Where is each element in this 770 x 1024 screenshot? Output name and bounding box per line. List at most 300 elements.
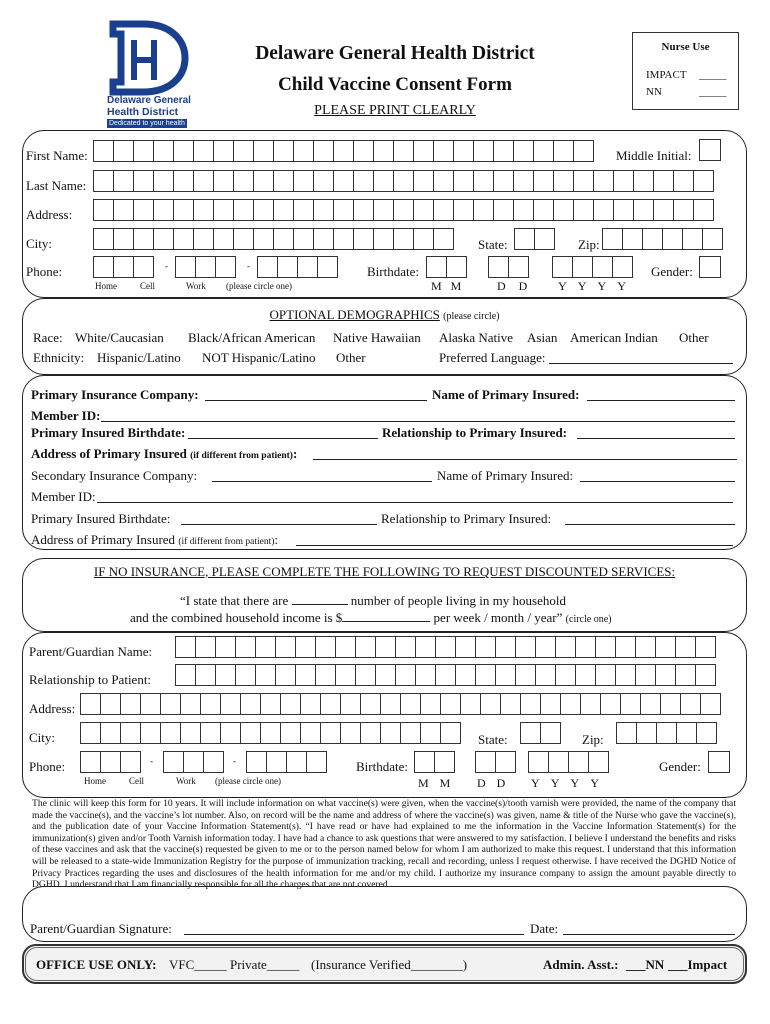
char-box[interactable] bbox=[215, 256, 236, 278]
char-box[interactable] bbox=[475, 664, 496, 686]
address-boxes[interactable] bbox=[93, 199, 713, 221]
ethnicity-option-other[interactable]: Other bbox=[336, 350, 366, 365]
char-box[interactable] bbox=[700, 693, 721, 715]
char-box[interactable] bbox=[293, 228, 314, 250]
char-box[interactable] bbox=[175, 256, 196, 278]
char-box[interactable] bbox=[488, 256, 509, 278]
char-box[interactable] bbox=[473, 140, 494, 162]
char-box[interactable] bbox=[315, 636, 336, 658]
char-box[interactable] bbox=[233, 228, 254, 250]
char-box[interactable] bbox=[113, 170, 134, 192]
primary-relationship-line[interactable] bbox=[577, 438, 735, 439]
char-box[interactable] bbox=[413, 228, 434, 250]
char-box[interactable] bbox=[515, 636, 536, 658]
char-box[interactable] bbox=[375, 636, 396, 658]
char-box[interactable] bbox=[595, 664, 616, 686]
char-box[interactable] bbox=[413, 140, 434, 162]
char-box[interactable] bbox=[656, 722, 677, 744]
char-box[interactable] bbox=[260, 722, 281, 744]
char-box[interactable] bbox=[696, 722, 717, 744]
char-box[interactable] bbox=[215, 636, 236, 658]
char-box[interactable] bbox=[695, 664, 716, 686]
char-box[interactable] bbox=[535, 664, 556, 686]
char-box[interactable] bbox=[642, 228, 663, 250]
char-box[interactable] bbox=[235, 664, 256, 686]
char-box[interactable] bbox=[616, 722, 637, 744]
char-box[interactable] bbox=[203, 751, 224, 773]
char-box[interactable] bbox=[633, 199, 654, 221]
char-box[interactable] bbox=[480, 693, 501, 715]
char-box[interactable] bbox=[253, 170, 274, 192]
char-box[interactable] bbox=[400, 693, 421, 715]
char-box[interactable] bbox=[195, 256, 216, 278]
char-box[interactable] bbox=[133, 170, 154, 192]
char-box[interactable] bbox=[414, 751, 435, 773]
char-box[interactable] bbox=[233, 140, 254, 162]
char-box[interactable] bbox=[453, 140, 474, 162]
char-box[interactable] bbox=[533, 199, 554, 221]
char-box[interactable] bbox=[100, 722, 121, 744]
char-box[interactable] bbox=[453, 170, 474, 192]
char-box[interactable] bbox=[495, 636, 516, 658]
char-box[interactable] bbox=[100, 751, 121, 773]
char-box[interactable] bbox=[333, 170, 354, 192]
char-box[interactable] bbox=[593, 170, 614, 192]
char-box[interactable] bbox=[173, 170, 194, 192]
city-boxes[interactable] bbox=[93, 228, 453, 250]
char-box[interactable] bbox=[493, 140, 514, 162]
secondary-company-line[interactable] bbox=[212, 481, 432, 482]
char-box[interactable] bbox=[113, 140, 134, 162]
char-box[interactable] bbox=[213, 199, 234, 221]
date-line[interactable] bbox=[563, 934, 735, 935]
char-box[interactable] bbox=[335, 664, 356, 686]
char-box[interactable] bbox=[393, 228, 414, 250]
char-box[interactable] bbox=[173, 140, 194, 162]
char-box[interactable] bbox=[508, 256, 529, 278]
char-box[interactable] bbox=[266, 751, 287, 773]
char-box[interactable] bbox=[333, 140, 354, 162]
phone-type-work[interactable]: Work bbox=[186, 281, 206, 291]
char-box[interactable] bbox=[193, 199, 214, 221]
guardian-name-boxes[interactable] bbox=[175, 636, 715, 658]
char-box[interactable] bbox=[655, 636, 676, 658]
char-box[interactable] bbox=[215, 664, 236, 686]
guardian-phone-type-cell[interactable]: Cell bbox=[129, 776, 144, 786]
secondary-insured-name-line[interactable] bbox=[580, 481, 735, 482]
guardian-gender-box[interactable] bbox=[708, 751, 730, 773]
char-box[interactable] bbox=[295, 636, 316, 658]
char-box[interactable] bbox=[200, 722, 221, 744]
char-box[interactable] bbox=[455, 664, 476, 686]
phone-type-home[interactable]: Home bbox=[95, 281, 117, 291]
char-box[interactable] bbox=[360, 722, 381, 744]
char-box[interactable] bbox=[435, 636, 456, 658]
char-box[interactable] bbox=[395, 664, 416, 686]
birth-year-boxes[interactable] bbox=[552, 256, 632, 278]
char-box[interactable] bbox=[280, 693, 301, 715]
char-box[interactable] bbox=[253, 140, 274, 162]
char-box[interactable] bbox=[475, 751, 496, 773]
char-box[interactable] bbox=[255, 664, 276, 686]
office-insurance-verified[interactable]: (Insurance Verified________) bbox=[311, 957, 468, 972]
char-box[interactable] bbox=[573, 170, 594, 192]
char-box[interactable] bbox=[113, 199, 134, 221]
char-box[interactable] bbox=[473, 199, 494, 221]
char-box[interactable] bbox=[602, 228, 623, 250]
guardian-phone-type-home[interactable]: Home bbox=[84, 776, 106, 786]
race-option-other[interactable]: Other bbox=[679, 330, 709, 345]
phone-area-boxes[interactable] bbox=[93, 256, 153, 278]
char-box[interactable] bbox=[553, 199, 574, 221]
char-box[interactable] bbox=[293, 199, 314, 221]
char-box[interactable] bbox=[682, 228, 703, 250]
char-box[interactable] bbox=[393, 140, 414, 162]
char-box[interactable] bbox=[540, 693, 561, 715]
char-box[interactable] bbox=[120, 722, 141, 744]
char-box[interactable] bbox=[695, 636, 716, 658]
char-box[interactable] bbox=[175, 636, 196, 658]
char-box[interactable] bbox=[93, 228, 114, 250]
char-box[interactable] bbox=[140, 722, 161, 744]
char-box[interactable] bbox=[173, 199, 194, 221]
char-box[interactable] bbox=[675, 664, 696, 686]
char-box[interactable] bbox=[220, 722, 241, 744]
char-box[interactable] bbox=[433, 199, 454, 221]
char-box[interactable] bbox=[260, 693, 281, 715]
secondary-member-id-line[interactable] bbox=[97, 502, 733, 503]
char-box[interactable] bbox=[393, 170, 414, 192]
char-box[interactable] bbox=[313, 199, 334, 221]
char-box[interactable] bbox=[572, 256, 593, 278]
char-box[interactable] bbox=[180, 722, 201, 744]
char-box[interactable] bbox=[306, 751, 327, 773]
char-box[interactable] bbox=[320, 722, 341, 744]
char-box[interactable] bbox=[592, 256, 613, 278]
last-name-boxes[interactable] bbox=[93, 170, 713, 192]
char-box[interactable] bbox=[675, 636, 696, 658]
phone-prefix-boxes[interactable] bbox=[175, 256, 235, 278]
char-box[interactable] bbox=[573, 199, 594, 221]
char-box[interactable] bbox=[213, 140, 234, 162]
char-box[interactable] bbox=[515, 664, 536, 686]
char-box[interactable] bbox=[676, 722, 697, 744]
ethnicity-option-hispanic[interactable]: Hispanic/Latino bbox=[97, 350, 181, 365]
char-box[interactable] bbox=[373, 140, 394, 162]
char-box[interactable] bbox=[300, 693, 321, 715]
char-box[interactable] bbox=[680, 693, 701, 715]
char-box[interactable] bbox=[213, 228, 234, 250]
char-box[interactable] bbox=[273, 140, 294, 162]
char-box[interactable] bbox=[163, 751, 184, 773]
char-box[interactable] bbox=[333, 199, 354, 221]
char-box[interactable] bbox=[535, 636, 556, 658]
char-box[interactable] bbox=[153, 199, 174, 221]
primary-birthdate-line[interactable] bbox=[188, 438, 378, 439]
char-box[interactable] bbox=[513, 140, 534, 162]
char-box[interactable] bbox=[240, 722, 261, 744]
char-box[interactable] bbox=[613, 170, 634, 192]
char-box[interactable] bbox=[233, 199, 254, 221]
char-box[interactable] bbox=[613, 199, 634, 221]
phone-type-cell[interactable]: Cell bbox=[140, 281, 155, 291]
char-box[interactable] bbox=[255, 636, 276, 658]
char-box[interactable] bbox=[413, 170, 434, 192]
char-box[interactable] bbox=[213, 170, 234, 192]
office-private[interactable]: Private_____ bbox=[230, 957, 300, 972]
char-box[interactable] bbox=[633, 170, 654, 192]
char-box[interactable] bbox=[560, 693, 581, 715]
char-box[interactable] bbox=[315, 664, 336, 686]
char-box[interactable] bbox=[495, 664, 516, 686]
char-box[interactable] bbox=[120, 751, 141, 773]
char-box[interactable] bbox=[513, 170, 534, 192]
char-box[interactable] bbox=[500, 693, 521, 715]
secondary-address-line[interactable] bbox=[296, 545, 733, 546]
char-box[interactable] bbox=[273, 228, 294, 250]
char-box[interactable] bbox=[653, 170, 674, 192]
char-box[interactable] bbox=[153, 140, 174, 162]
char-box[interactable] bbox=[555, 664, 576, 686]
char-box[interactable] bbox=[293, 170, 314, 192]
member-id-line[interactable] bbox=[101, 421, 735, 422]
char-box[interactable] bbox=[393, 199, 414, 221]
primary-address-line[interactable] bbox=[313, 459, 737, 460]
char-box[interactable] bbox=[693, 199, 714, 221]
zip-boxes[interactable] bbox=[602, 228, 722, 250]
phone-line-boxes[interactable] bbox=[257, 256, 337, 278]
char-box[interactable] bbox=[355, 636, 376, 658]
char-box[interactable] bbox=[153, 228, 174, 250]
char-box[interactable] bbox=[317, 256, 338, 278]
char-box[interactable] bbox=[662, 228, 683, 250]
char-box[interactable] bbox=[420, 722, 441, 744]
guardian-zip-boxes[interactable] bbox=[616, 722, 716, 744]
char-box[interactable] bbox=[340, 693, 361, 715]
char-box[interactable] bbox=[520, 693, 541, 715]
char-box[interactable] bbox=[335, 636, 356, 658]
char-box[interactable] bbox=[293, 140, 314, 162]
char-box[interactable] bbox=[373, 199, 394, 221]
char-box[interactable] bbox=[320, 693, 341, 715]
char-box[interactable] bbox=[595, 636, 616, 658]
char-box[interactable] bbox=[400, 722, 421, 744]
char-box[interactable] bbox=[140, 693, 161, 715]
char-box[interactable] bbox=[257, 256, 278, 278]
char-box[interactable] bbox=[120, 693, 141, 715]
char-box[interactable] bbox=[673, 170, 694, 192]
char-box[interactable] bbox=[113, 256, 134, 278]
char-box[interactable] bbox=[183, 751, 204, 773]
nn-blank[interactable]: _____ bbox=[699, 86, 727, 98]
guardian-relationship-boxes[interactable] bbox=[175, 664, 715, 686]
char-box[interactable] bbox=[395, 636, 416, 658]
char-box[interactable] bbox=[275, 664, 296, 686]
race-option-white[interactable]: White/Caucasian bbox=[75, 330, 164, 345]
char-box[interactable] bbox=[553, 140, 574, 162]
char-box[interactable] bbox=[660, 693, 681, 715]
char-box[interactable] bbox=[253, 199, 274, 221]
char-box[interactable] bbox=[313, 228, 334, 250]
char-box[interactable] bbox=[273, 170, 294, 192]
office-nn[interactable]: ___NN bbox=[626, 957, 665, 972]
char-box[interactable] bbox=[80, 722, 101, 744]
char-box[interactable] bbox=[693, 170, 714, 192]
char-box[interactable] bbox=[440, 722, 461, 744]
char-box[interactable] bbox=[133, 256, 154, 278]
char-box[interactable] bbox=[635, 636, 656, 658]
char-box[interactable] bbox=[173, 228, 194, 250]
primary-insured-name-line[interactable] bbox=[587, 400, 735, 401]
char-box[interactable] bbox=[653, 199, 674, 221]
char-box[interactable] bbox=[300, 722, 321, 744]
char-box[interactable] bbox=[615, 636, 636, 658]
char-box[interactable] bbox=[673, 199, 694, 221]
office-impact[interactable]: ___Impact bbox=[668, 957, 728, 972]
birth-day-boxes[interactable] bbox=[488, 256, 528, 278]
char-box[interactable] bbox=[273, 199, 294, 221]
char-box[interactable] bbox=[235, 636, 256, 658]
char-box[interactable] bbox=[513, 199, 534, 221]
char-box[interactable] bbox=[297, 256, 318, 278]
char-box[interactable] bbox=[460, 693, 481, 715]
char-box[interactable] bbox=[220, 693, 241, 715]
primary-company-line[interactable] bbox=[205, 400, 427, 401]
preferred-language-line[interactable] bbox=[549, 363, 733, 364]
char-box[interactable] bbox=[277, 256, 298, 278]
char-box[interactable] bbox=[380, 722, 401, 744]
char-box[interactable] bbox=[100, 693, 121, 715]
char-box[interactable] bbox=[635, 664, 656, 686]
char-box[interactable] bbox=[534, 228, 555, 250]
race-option-alaska[interactable]: Alaska Native bbox=[439, 330, 514, 345]
char-box[interactable] bbox=[552, 256, 573, 278]
gender-box[interactable] bbox=[699, 256, 721, 278]
char-box[interactable] bbox=[133, 140, 154, 162]
char-box[interactable] bbox=[373, 170, 394, 192]
char-box[interactable] bbox=[636, 722, 657, 744]
ethnicity-option-not-hispanic[interactable]: NOT Hispanic/Latino bbox=[202, 350, 316, 365]
first-name-boxes[interactable] bbox=[93, 140, 593, 162]
char-box[interactable] bbox=[313, 170, 334, 192]
signature-line[interactable] bbox=[184, 934, 524, 935]
guardian-phone-area-boxes[interactable] bbox=[80, 751, 140, 773]
char-box[interactable] bbox=[615, 664, 636, 686]
char-box[interactable] bbox=[175, 664, 196, 686]
char-box[interactable] bbox=[420, 693, 441, 715]
guardian-address-boxes[interactable] bbox=[80, 693, 720, 715]
char-box[interactable] bbox=[353, 170, 374, 192]
char-box[interactable] bbox=[375, 664, 396, 686]
char-box[interactable] bbox=[433, 140, 454, 162]
guardian-phone-type-work[interactable]: Work bbox=[176, 776, 196, 786]
char-box[interactable] bbox=[353, 199, 374, 221]
char-box[interactable] bbox=[93, 170, 114, 192]
char-box[interactable] bbox=[160, 693, 181, 715]
race-option-american-indian[interactable]: American Indian bbox=[570, 330, 658, 345]
race-option-hawaiian[interactable]: Native Hawaiian bbox=[333, 330, 421, 345]
char-box[interactable] bbox=[353, 140, 374, 162]
char-box[interactable] bbox=[573, 140, 594, 162]
char-box[interactable] bbox=[528, 751, 549, 773]
char-box[interactable] bbox=[575, 636, 596, 658]
char-box[interactable] bbox=[580, 693, 601, 715]
char-box[interactable] bbox=[160, 722, 181, 744]
char-box[interactable] bbox=[540, 722, 561, 744]
race-option-asian[interactable]: Asian bbox=[527, 330, 558, 345]
char-box[interactable] bbox=[240, 693, 261, 715]
char-box[interactable] bbox=[253, 228, 274, 250]
char-box[interactable] bbox=[415, 636, 436, 658]
char-box[interactable] bbox=[340, 722, 361, 744]
char-box[interactable] bbox=[195, 636, 216, 658]
guardian-city-boxes[interactable] bbox=[80, 722, 460, 744]
guardian-state-boxes[interactable] bbox=[520, 722, 560, 744]
char-box[interactable] bbox=[233, 170, 254, 192]
char-box[interactable] bbox=[133, 228, 154, 250]
char-box[interactable] bbox=[380, 693, 401, 715]
char-box[interactable] bbox=[193, 170, 214, 192]
char-box[interactable] bbox=[195, 664, 216, 686]
char-box[interactable] bbox=[588, 751, 609, 773]
char-box[interactable] bbox=[655, 664, 676, 686]
char-box[interactable] bbox=[493, 170, 514, 192]
secondary-relationship-line[interactable] bbox=[565, 524, 735, 525]
char-box[interactable] bbox=[455, 636, 476, 658]
char-box[interactable] bbox=[153, 170, 174, 192]
char-box[interactable] bbox=[600, 693, 621, 715]
char-box[interactable] bbox=[555, 636, 576, 658]
char-box[interactable] bbox=[440, 693, 461, 715]
char-box[interactable] bbox=[275, 636, 296, 658]
guardian-birth-year-boxes[interactable] bbox=[528, 751, 608, 773]
office-vfc[interactable]: VFC_____ bbox=[169, 957, 227, 972]
char-box[interactable] bbox=[495, 751, 516, 773]
char-box[interactable] bbox=[612, 256, 633, 278]
char-box[interactable] bbox=[533, 140, 554, 162]
char-box[interactable] bbox=[246, 751, 267, 773]
char-box[interactable] bbox=[520, 722, 541, 744]
race-option-black[interactable]: Black/African American bbox=[188, 330, 316, 345]
char-box[interactable] bbox=[434, 751, 455, 773]
char-box[interactable] bbox=[280, 722, 301, 744]
char-box[interactable] bbox=[286, 751, 307, 773]
char-box[interactable] bbox=[80, 693, 101, 715]
char-box[interactable] bbox=[133, 199, 154, 221]
middle-initial-box[interactable] bbox=[699, 139, 721, 161]
guardian-birth-day-boxes[interactable] bbox=[475, 751, 515, 773]
char-box[interactable] bbox=[533, 170, 554, 192]
char-box[interactable] bbox=[360, 693, 381, 715]
char-box[interactable] bbox=[415, 664, 436, 686]
char-box[interactable] bbox=[548, 751, 569, 773]
char-box[interactable] bbox=[313, 140, 334, 162]
char-box[interactable] bbox=[433, 170, 454, 192]
char-box[interactable] bbox=[435, 664, 456, 686]
char-box[interactable] bbox=[514, 228, 535, 250]
char-box[interactable] bbox=[620, 693, 641, 715]
char-box[interactable] bbox=[80, 751, 101, 773]
char-box[interactable] bbox=[295, 664, 316, 686]
household-income-blank[interactable] bbox=[342, 611, 430, 622]
char-box[interactable] bbox=[702, 228, 723, 250]
char-box[interactable] bbox=[180, 693, 201, 715]
char-box[interactable] bbox=[475, 636, 496, 658]
char-box[interactable] bbox=[200, 693, 221, 715]
birth-month-boxes[interactable] bbox=[426, 256, 466, 278]
char-box[interactable] bbox=[553, 170, 574, 192]
char-box[interactable] bbox=[333, 228, 354, 250]
